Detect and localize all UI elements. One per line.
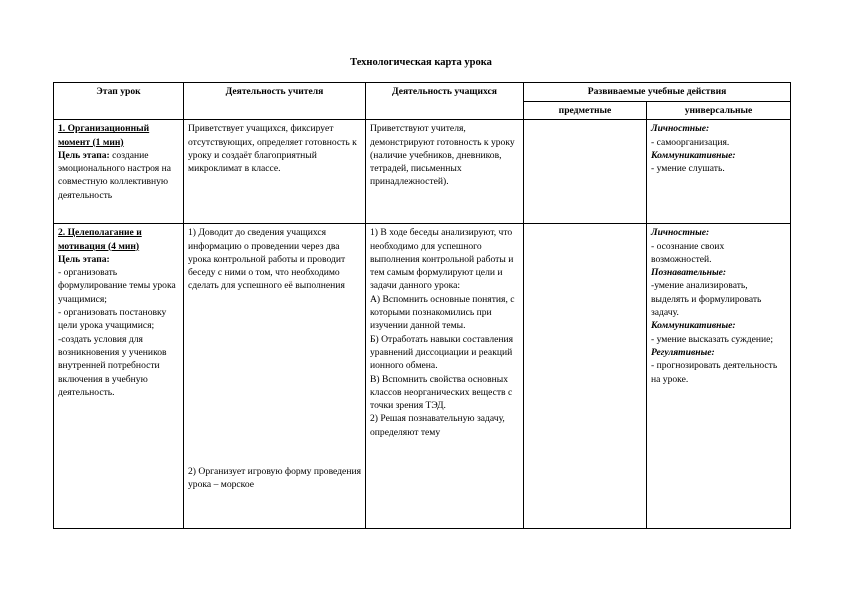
header-row <box>54 83 791 102</box>
universal-line: Коммуникативные: <box>651 320 736 332</box>
stage-goal-label: Цель этапа: <box>58 253 110 265</box>
stage-goal-text: создание эмоционального настроя на совместную коллективную деятельность <box>58 149 172 201</box>
universal-cell <box>647 224 791 529</box>
universal-line: - осознание своих возможностей. <box>651 240 725 265</box>
students-line: 1) В ходе беседы анализируют, что необходимо для успешного выполнения контрольной работы и тем самым формулируют цели и задачи данного урока: <box>370 227 514 292</box>
table-row <box>54 120 791 224</box>
teacher-cell <box>184 224 366 529</box>
universal-line: Регулятивные: <box>651 346 715 358</box>
subject-cell <box>524 224 647 529</box>
header-stage: Этап урок <box>54 83 184 120</box>
universal-line: - самоорганизация. <box>651 136 730 148</box>
stage-line: -создать условия для возникновения у учеников внутренней потребности включения в учебную деятельность. <box>58 333 167 398</box>
universal-line: - умение слушать. <box>651 163 725 175</box>
table-row <box>54 224 791 529</box>
universal-line: Коммуникативные: <box>651 149 736 161</box>
stage-line: - организовать формулирование темы урока учащимися; <box>58 267 176 305</box>
students-line: В) Вспомнить свойства основных классов неорганических веществ с точки зрения ТЭД. <box>370 373 513 412</box>
stage-line: - организовать постановку цели урока учащимися; <box>58 307 167 332</box>
header-subject: предметные <box>524 102 647 120</box>
students-line: А) Вспомнить основные понятия, с которыми познакомились при изучении данной темы. <box>370 293 515 332</box>
stage-cell <box>54 224 184 529</box>
students-cell: Приветствуют учителя, демонстрируют готовность к уроку (наличие учебников, дневников, тетрадей, письменных принадлежностей). <box>366 120 524 224</box>
universal-cell <box>647 120 791 224</box>
students-line: 2) Решая познавательную задачу, определяют тему <box>370 413 505 438</box>
teacher-step: 1) Доводит до сведения учащихся информацию о проведении через два урока контрольной работы и проводит беседу с ними о том, что необходимо сделать для успешного её выполнения <box>188 227 346 292</box>
stage-title: 1. Организационный момент (1 мин) <box>58 123 150 148</box>
header-teacher: Деятельность учителя <box>184 83 366 120</box>
universal-line: - умение высказать суждение; <box>651 333 774 345</box>
header-actions: Развиваемые учебные действия <box>524 83 791 102</box>
universal-line: Личностные: <box>651 227 710 239</box>
universal-line: Личностные: <box>651 123 710 135</box>
students-line: Б) Отработать навыки составления уравнений диссоциации и реакций ионного обмена. <box>370 333 514 372</box>
header-universal: универсальные <box>647 102 791 120</box>
subject-cell <box>524 120 647 224</box>
students-cell <box>366 224 524 529</box>
page-title: Технологическая карта урока <box>350 57 492 68</box>
universal-line: Познавательные: <box>651 267 727 279</box>
header-students: Деятельность учащихся <box>366 83 524 120</box>
teacher-cell: Приветствует учащихся, фиксирует отсутствующих, определяет готовность к уроку и создаёт благоприятный микроклимат в классе. <box>184 120 366 224</box>
universal-line: -умение анализировать, выделять и формулировать задачу. <box>651 280 762 319</box>
stage-cell <box>54 120 184 224</box>
spacer <box>188 293 361 465</box>
lesson-plan-table <box>53 82 791 529</box>
universal-line: - прогнозировать деятельность на уроке. <box>651 360 778 385</box>
stage-title: 2. Целеполагание и мотивация (4 мин) <box>58 227 142 252</box>
stage-goal-label: Цель этапа: <box>58 149 110 161</box>
teacher-step: 2) Организует игровую форму проведения урока – морское <box>188 465 361 491</box>
